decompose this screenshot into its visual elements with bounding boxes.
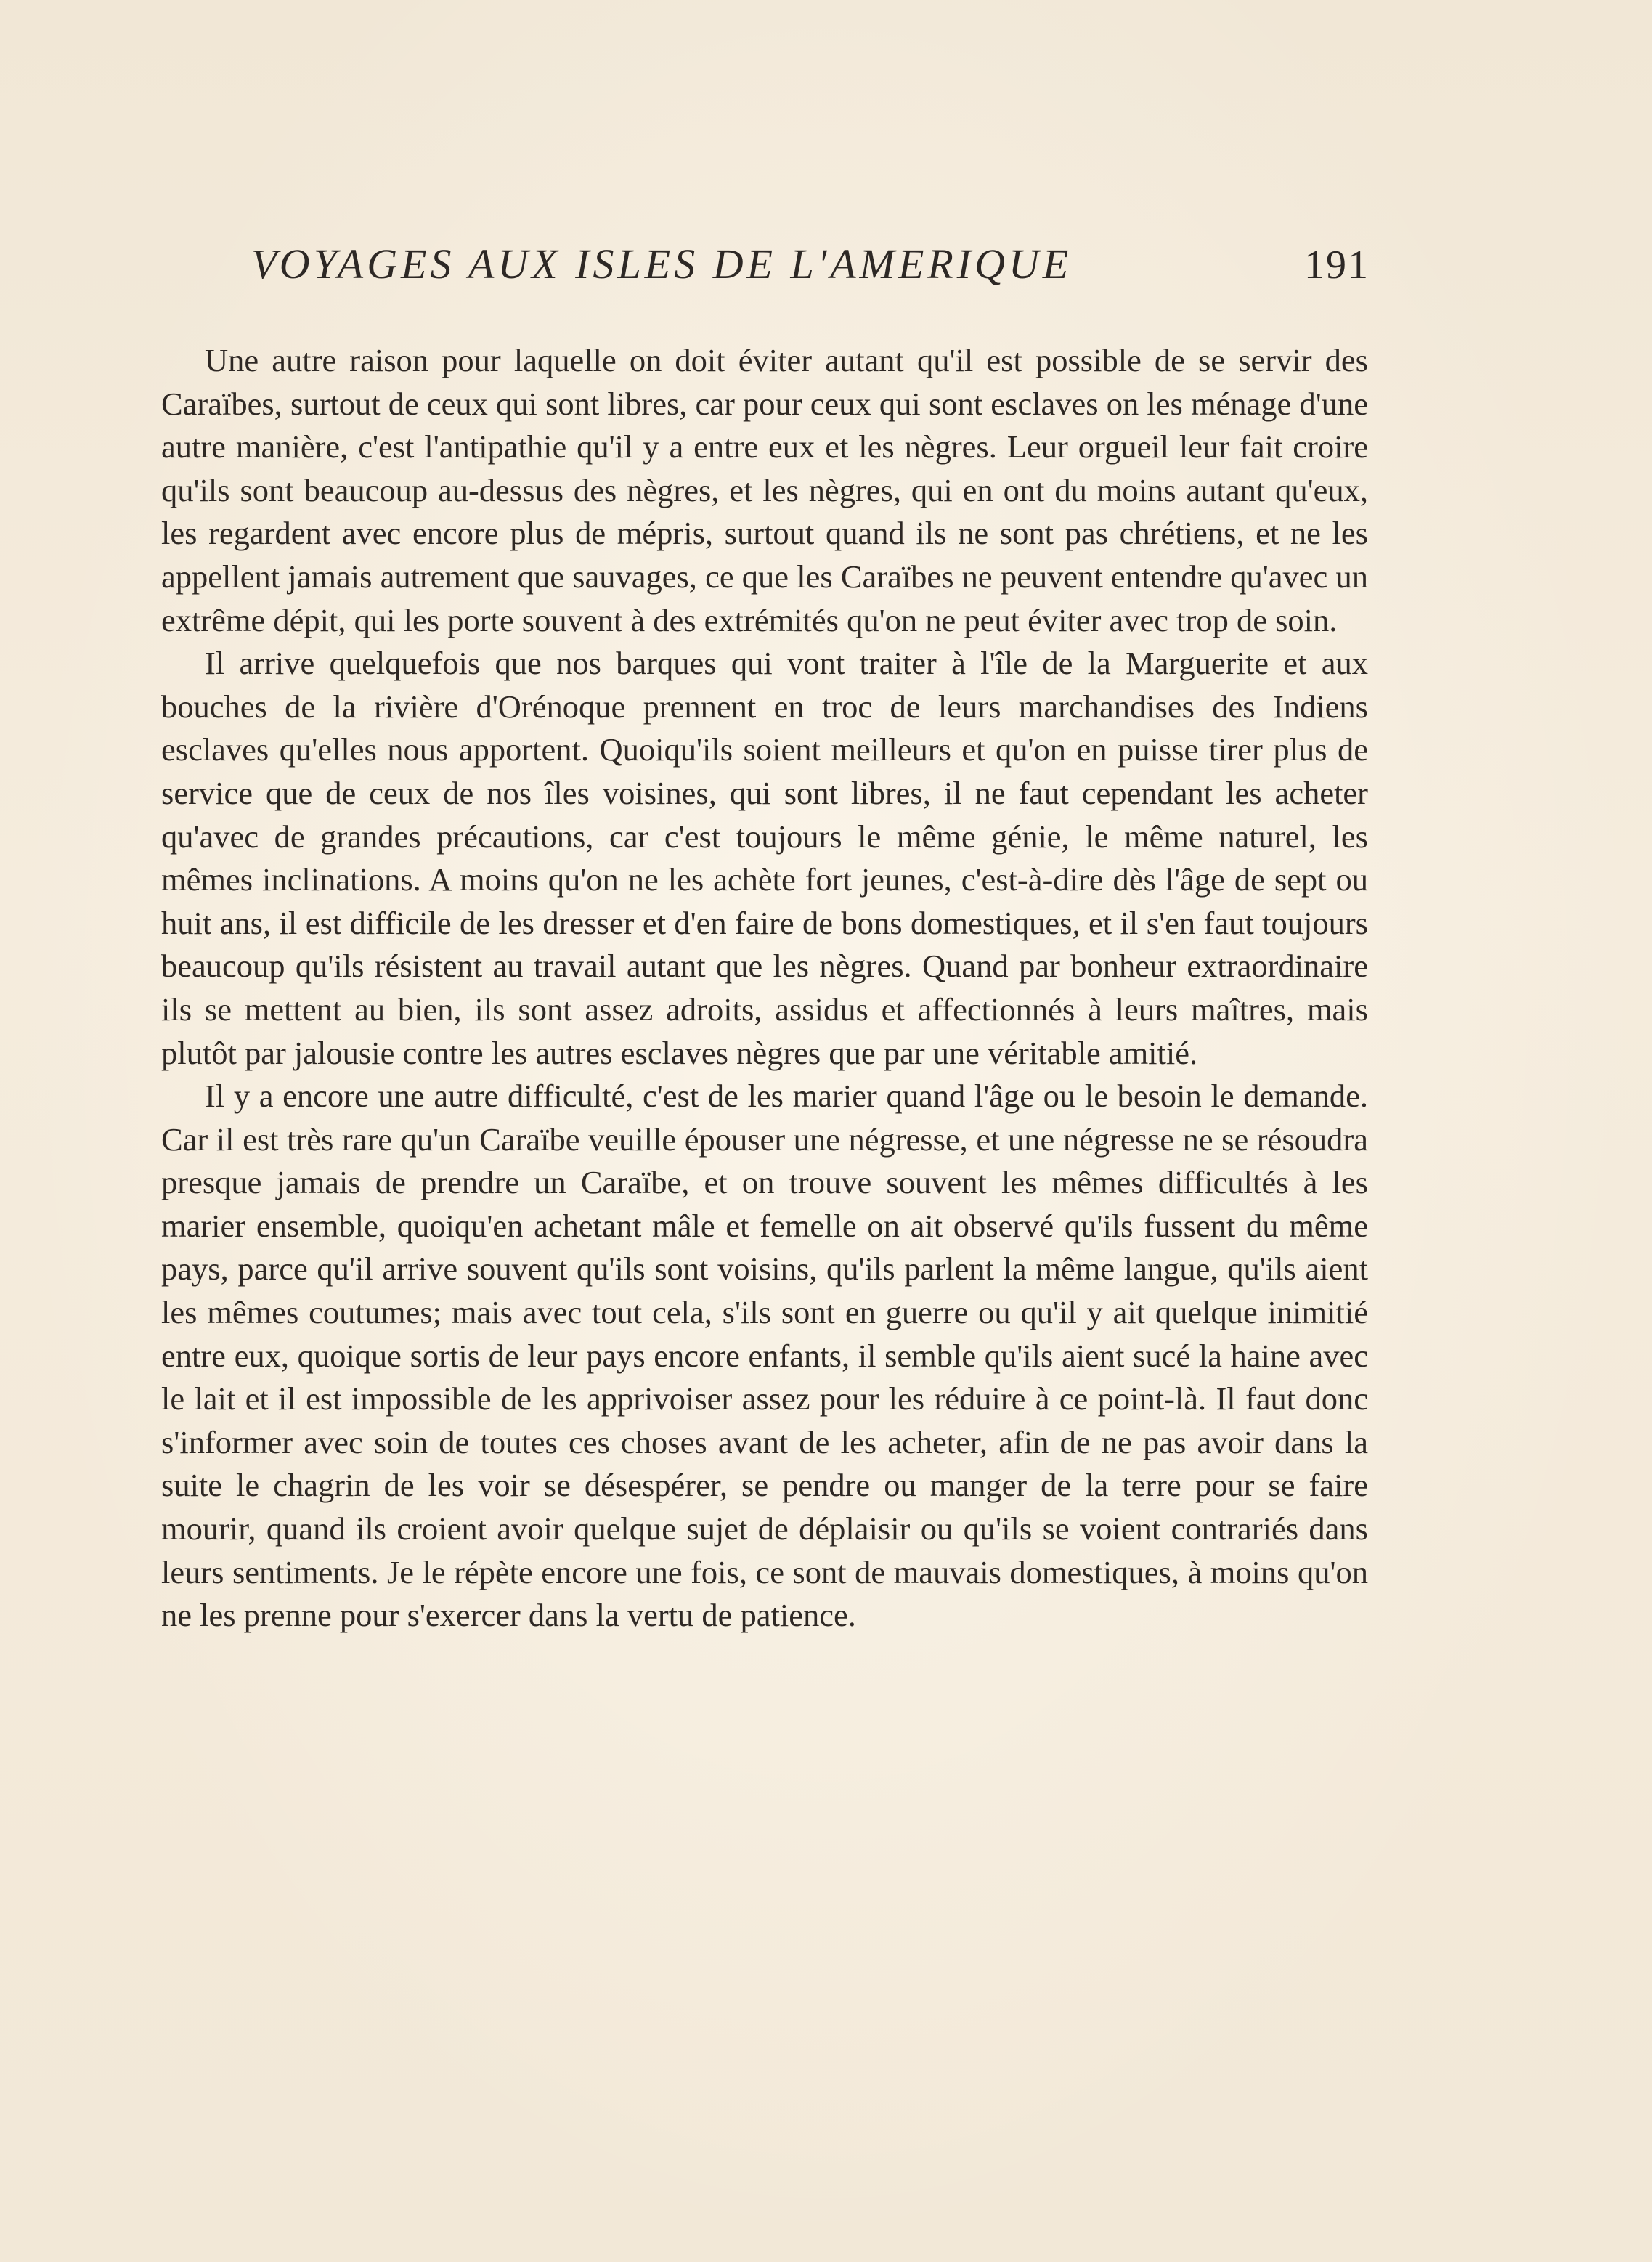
paragraph: Une autre raison pour laquelle on doit éviter autant qu'il est possible de se servir des Caraïbes, surtout de ceux qui sont libres, car pour ceux qui sont esclaves on les ménage d'une autre manière, c'est l'antipathie qu'il y a entre eux et les nègres. Leur orgueil leur fait croire qu'ils sont beaucoup au-dessus des nègres, et les nègres, qui en ont du moins autant qu'eux, les regardent avec encore plus de mépris, surtout quand ils ne sont pas chrétiens, et ne les appellent jamais autrement que sauvages, ce que les Caraïbes ne peuvent entendre qu'avec un extrême dépit, qui les porte souvent à des extrémités qu'on ne peut éviter avec trop de soin.: [161, 342, 1368, 638]
body-text: [161, 339, 1368, 1637]
running-title: VOYAGES AUX ISLES DE L'AMERIQUE: [251, 240, 1073, 288]
paragraph: Il y a encore une autre difficulté, c'est de les marier quand l'âge ou le besoin le demande. Car il est très rare qu'un Caraïbe veuille épouser une négresse, et une négresse ne se résoudra presque jamais de prendre un Caraïbe, et on trouve souvent les mêmes difficultés à les marier ensemble, quoiqu'en achetant mâle et femelle on ait observé qu'ils fussent du même pays, parce qu'il arrive souvent qu'ils sont voisins, qu'ils parlent la même langue, qu'ils aient les mêmes coutumes; mais avec tout cela, s'ils sont en guerre ou qu'il y ait quelque inimitié entre eux, quoique sortis de leur pays encore enfants, il semble qu'ils aient sucé la haine avec le lait et il est impossible de les apprivoiser assez pour les réduire à ce point-là. Il faut donc s'informer avec soin de toutes ces choses avant de les acheter, afin de ne pas avoir dans la suite le chagrin de les voir se désespérer, se pendre ou manger de la terre pour se faire mourir, quand ils croient avoir quelque sujet de déplaisir ou qu'ils se voient contrariés dans leurs sentiments. Je le répète encore une fois, ce sont de mauvais domestiques, à moins qu'on ne les prenne pour s'exercer dans la vertu de patience.: [161, 1078, 1368, 1634]
paragraph: Il arrive quelquefois que nos barques qui vont traiter à l'île de la Marguerite et aux bouches de la rivière d'Orénoque prennent en troc de leurs marchandises des Indiens esclaves qu'elles nous apportent. Quoiqu'ils soient meilleurs et qu'on en puisse tirer plus de service que de ceux de nos îles voisines, qui sont libres, il ne faut cependant les acheter qu'avec de grandes précautions, car c'est toujours le même génie, le même naturel, les mêmes inclinations. A moins qu'on ne les achète fort jeunes, c'est-à-dire dès l'âge de sept ou huit ans, il est difficile de les dresser et d'en faire de bons domestiques, et il s'en faut toujours beaucoup qu'ils résistent au travail autant que les nègres. Quand par bonheur extraordinaire ils se mettent au bien, ils sont assez adroits, assidus et affectionnés à leurs maîtres, mais plutôt par jalousie contre les autres esclaves nègres que par une véritable amitié.: [161, 645, 1368, 1071]
page-number: 191: [1304, 243, 1370, 288]
running-head: [251, 240, 1370, 298]
